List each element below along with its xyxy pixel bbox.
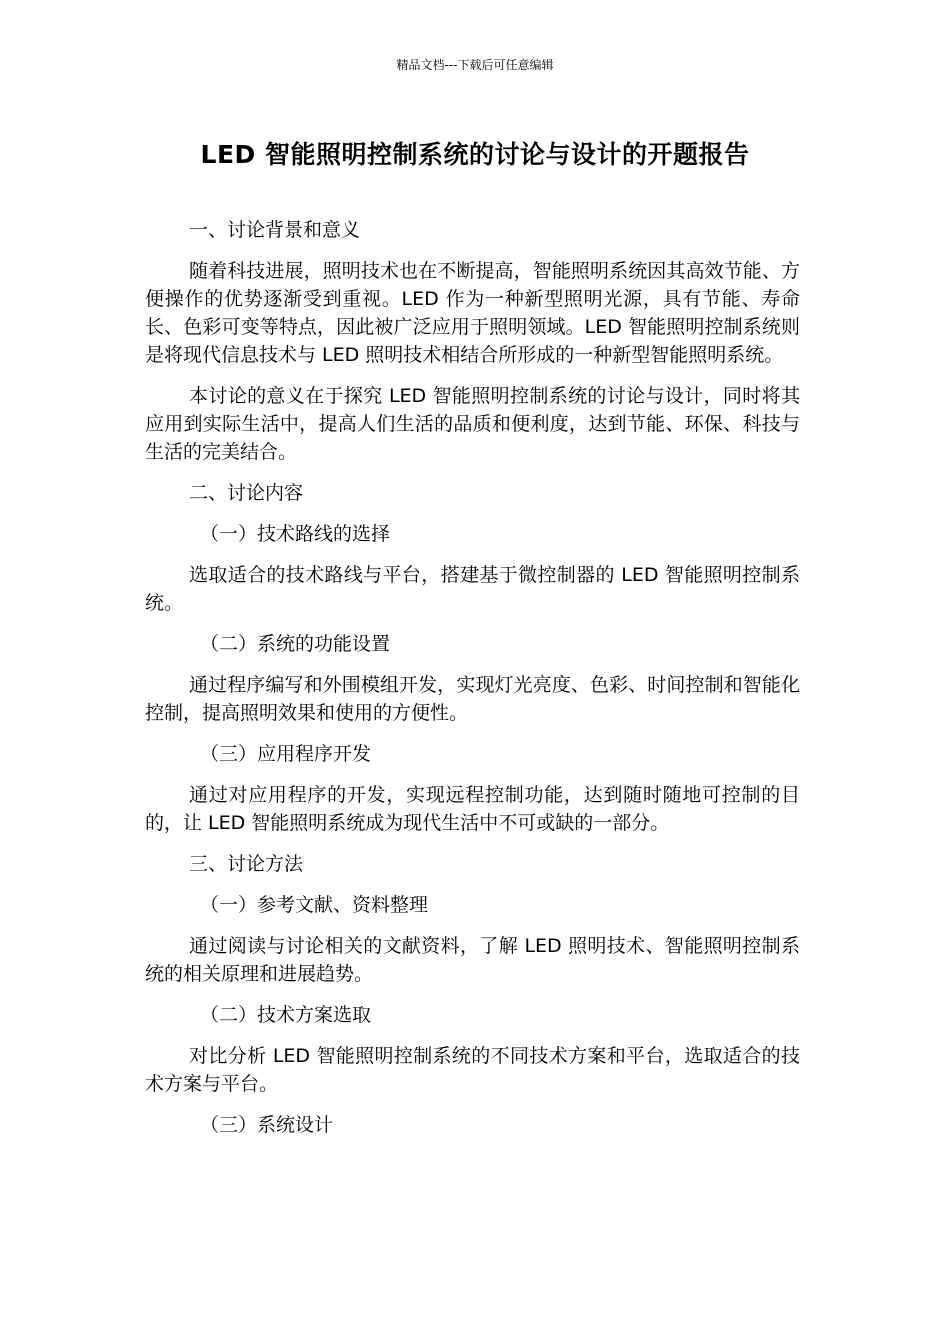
section-heading-content: 二、讨论内容 xyxy=(189,482,304,504)
subheading-app-development: （三）应用程序开发 xyxy=(200,743,372,765)
page-header: 精品文档---下载后可任意编辑 xyxy=(396,58,554,72)
paragraph-tech-route: 选取适合的技术路线与平台，搭建基于微控制器的 LED 智能照明控制系统。 xyxy=(145,564,800,614)
document-title: LED 智能照明控制系统的讨论与设计的开题报告 xyxy=(200,140,750,169)
paragraph-literature: 通过阅读与讨论相关的文献资料，了解 LED 照明技术、智能照明控制系统的相关原理和进展趋势。 xyxy=(145,935,800,985)
subheading-tech-route: （一）技术路线的选择 xyxy=(200,523,391,545)
subheading-literature: （一）参考文献、资料整理 xyxy=(200,894,429,916)
paragraph-tech-plan: 对比分析 LED 智能照明控制系统的不同技术方案和平台，选取适合的技术方案与平台。 xyxy=(145,1045,800,1095)
paragraph-function-settings: 通过程序编写和外围模组开发，实现灯光亮度、色彩、时间控制和智能化控制，提高照明效果和使用的方便性。 xyxy=(145,674,800,724)
paragraph-background-1: 随着科技进展，照明技术也在不断提高，智能照明系统因其高效节能、方便操作的优势逐渐受到重视。LED 作为一种新型照明光源，具有节能、寿命长、色彩可变等特点，因此被广泛应用于照明领域。LED 智能照明控制系统则是将现代信息技术与 LED 照明技术相结合所形成的一种新型智能照明系统。 xyxy=(145,260,800,366)
paragraph-background-2: 本讨论的意义在于探究 LED 智能照明控制系统的讨论与设计，同时将其应用到实际生活中，提高人们生活的品质和便利度，达到节能、环保、科技与生活的完美结合。 xyxy=(145,385,800,463)
section-heading-methods: 三、讨论方法 xyxy=(189,853,304,875)
section-heading-background: 一、讨论背景和意义 xyxy=(189,219,361,241)
paragraph-app-development: 通过对应用程序的开发，实现远程控制功能，达到随时随地可控制的目的，让 LED 智能照明系统成为现代生活中不可或缺的一部分。 xyxy=(145,784,800,834)
document-body xyxy=(145,216,800,1152)
subheading-function-settings: （二）系统的功能设置 xyxy=(200,633,391,655)
subheading-tech-plan: （二）技术方案选取 xyxy=(200,1004,372,1026)
subheading-system-design: （三）系统设计 xyxy=(200,1114,334,1136)
